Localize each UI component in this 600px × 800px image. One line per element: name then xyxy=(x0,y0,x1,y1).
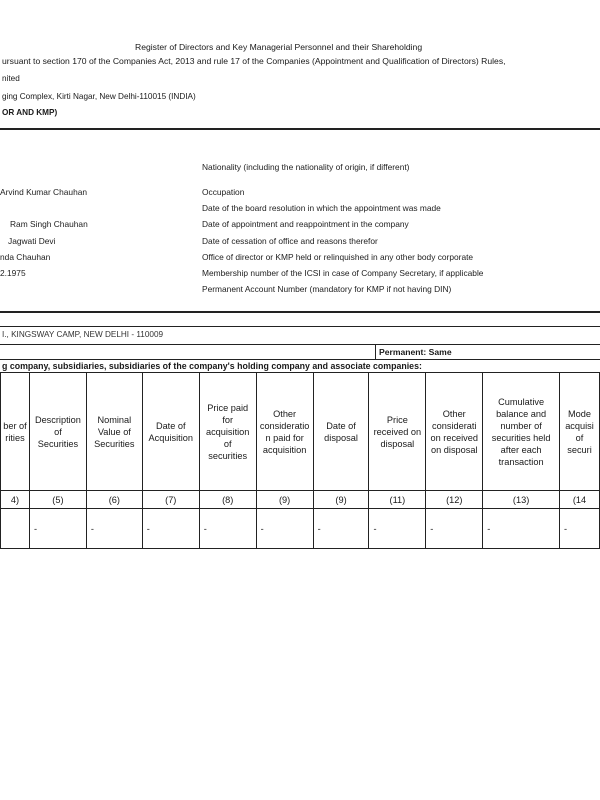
table-cell-6: - xyxy=(256,509,313,549)
label-board-resolution: Date of the board resolution in which the appointment was made xyxy=(202,203,441,213)
director-name: Arvind Kumar Chauhan xyxy=(0,187,88,197)
table-cell-5: - xyxy=(199,509,256,549)
table-cell-7: - xyxy=(313,509,369,549)
table-cell-4: - xyxy=(142,509,199,549)
column-header-9: Other considerati on received on disposal xyxy=(426,373,483,491)
present-address: I., KINGSWAY CAMP, NEW DELHI - 110009 xyxy=(2,330,164,339)
divider-mid-2 xyxy=(0,326,600,327)
column-number-11: (14 xyxy=(559,491,599,509)
register-subtitle: ursuant to section 170 of the Companies Act, 2013 and rule 17 of the Companies (Appointment and Qualification of Directors) Rules, xyxy=(2,56,506,66)
register-title: Register of Directors and Key Managerial Personnel and their Shareholding xyxy=(135,42,423,52)
table-cell-8: - xyxy=(369,509,426,549)
section-heading: OR AND KMP) xyxy=(2,108,58,117)
table-cell-2: - xyxy=(29,509,86,549)
securities-table xyxy=(0,372,600,549)
column-number-3: (6) xyxy=(86,491,142,509)
column-header-7: Date of disposal xyxy=(313,373,369,491)
label-occupation: Occupation xyxy=(202,187,245,197)
column-number-7: (9) xyxy=(313,491,369,509)
column-header-5: Price paid for acquisition of securities xyxy=(199,373,256,491)
column-header-8: Price received on disposal xyxy=(369,373,426,491)
column-number-5: (8) xyxy=(199,491,256,509)
label-pan: Permanent Account Number (mandatory for KMP if not having DIN) xyxy=(202,284,452,294)
column-number-4: (7) xyxy=(142,491,199,509)
column-header-6: Other consideratio n paid for acquisition xyxy=(256,373,313,491)
label-other-office: Office of director or KMP held or relinquished in any other body corporate xyxy=(202,252,474,262)
securities-caption: g company, subsidiaries, subsidiaries of the company's holding company and associate companies: xyxy=(2,361,422,371)
table-cell-10: - xyxy=(483,509,560,549)
table-row xyxy=(1,509,600,549)
column-number-2: (5) xyxy=(29,491,86,509)
table-cell-3: - xyxy=(86,509,142,549)
table-cell-11: - xyxy=(559,509,599,549)
divider-caption-top xyxy=(0,359,600,360)
column-header-10: Cumulative balance and number of securities held after each transaction xyxy=(483,373,560,491)
column-header-3: Nominal Value of Securities xyxy=(86,373,142,491)
divider-mid xyxy=(0,311,600,313)
column-header-4: Date of Acquisition xyxy=(142,373,199,491)
permanent-separator xyxy=(375,345,376,359)
column-number-1: 4) xyxy=(1,491,30,509)
label-cessation: Date of cessation of office and reasons therefor xyxy=(202,236,378,246)
company-name: nited xyxy=(2,74,20,83)
label-appointment-date: Date of appointment and reappointment in the company xyxy=(202,219,409,229)
table-cell-1 xyxy=(1,509,30,549)
column-number-8: (11) xyxy=(369,491,426,509)
divider-address xyxy=(0,344,600,345)
company-address: ging Complex, Kirti Nagar, New Delhi-110015 (INDIA) xyxy=(2,92,196,101)
column-number-row xyxy=(1,491,600,509)
column-header-2: Description of Securities xyxy=(29,373,86,491)
divider-top xyxy=(0,128,600,130)
column-header-11: Mode acquisi of securi xyxy=(559,373,599,491)
column-number-10: (13) xyxy=(483,491,560,509)
label-icsi-membership: Membership number of the ICSI in case of Company Secretary, if applicable xyxy=(202,268,484,278)
date-of-birth: 2.1975 xyxy=(0,268,26,278)
spouse-name: nda Chauhan xyxy=(0,252,51,262)
column-number-6: (9) xyxy=(256,491,313,509)
father-name: Ram Singh Chauhan xyxy=(10,219,88,229)
table-header-row xyxy=(1,373,600,491)
label-nationality: Nationality (including the nationality of origin, if different) xyxy=(202,162,410,172)
mother-name: Jagwati Devi xyxy=(8,236,56,246)
permanent-address: Permanent: Same xyxy=(379,347,452,357)
table-cell-9: - xyxy=(426,509,483,549)
column-header-1: ber of rities xyxy=(1,373,30,491)
column-number-9: (12) xyxy=(426,491,483,509)
